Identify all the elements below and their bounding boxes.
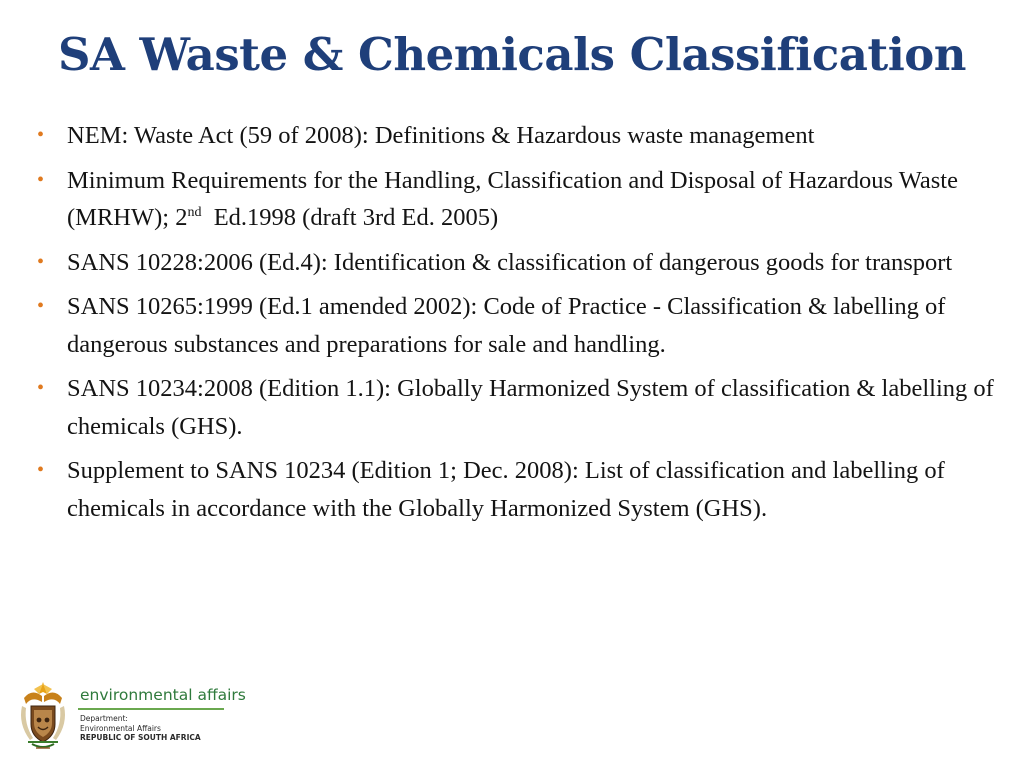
slide-title: SA Waste & Chemicals Classification: [57, 28, 967, 81]
brand-name: environmental affairs: [80, 686, 246, 704]
bullet-text-part: Minimum Requirements for the Handling, Classification and Disposal of Hazardous Waste (MRHW); 2: [67, 166, 958, 231]
bullet-item: [30, 117, 998, 155]
bullet-text: NEM: Waste Act (59 of 2008): Definitions & Hazardous waste management: [67, 122, 815, 149]
department-logo: [14, 680, 246, 754]
bullet-text: SANS 10265:1999 (Ed.1 amended 2002): Code of Practice - Classification & labelling of dangerous substances and preparations for sale and handling.: [67, 293, 946, 358]
bullet-list: [30, 117, 998, 534]
department-name: Environmental Affairs: [80, 723, 161, 733]
bullet-dot-icon: •: [37, 459, 45, 481]
ordinal-superscript: nd: [187, 204, 202, 220]
bullet-text-part: Ed.1998 (draft 3rd Ed. 2005): [201, 204, 499, 231]
brand-divider: [78, 708, 224, 710]
department-lines: [80, 714, 201, 743]
bullet-item: [30, 244, 998, 282]
country-name: REPUBLIC OF SOUTH AFRICA: [80, 733, 201, 742]
department-label: Department:: [80, 714, 128, 723]
bullet-dot-icon: •: [37, 168, 45, 191]
bullet-text: SANS 10228:2006 (Ed.4): Identification & classification of dangerous goods for transport: [67, 248, 953, 276]
bullet-text: [67, 167, 958, 232]
bullet-dot-icon: •: [37, 124, 45, 146]
bullet-item: [30, 452, 998, 527]
bullet-item: [30, 162, 998, 237]
bullet-dot-icon: •: [37, 377, 45, 399]
coat-of-arms-icon: [14, 680, 72, 752]
bullet-dot-icon: •: [37, 250, 45, 273]
bullet-text: SANS 10234:2008 (Edition 1.1): Globally Harmonized System of classification & labelling of chemicals (GHS).: [67, 375, 994, 440]
bullet-item: [30, 370, 998, 445]
bullet-text: Supplement to SANS 10234 (Edition 1; Dec. 2008): List of classification and labelling of chemicals in accordance with the Globally Harmonized System (GHS).: [67, 457, 945, 522]
bullet-dot-icon: •: [37, 295, 45, 317]
bullet-item: [30, 288, 998, 363]
